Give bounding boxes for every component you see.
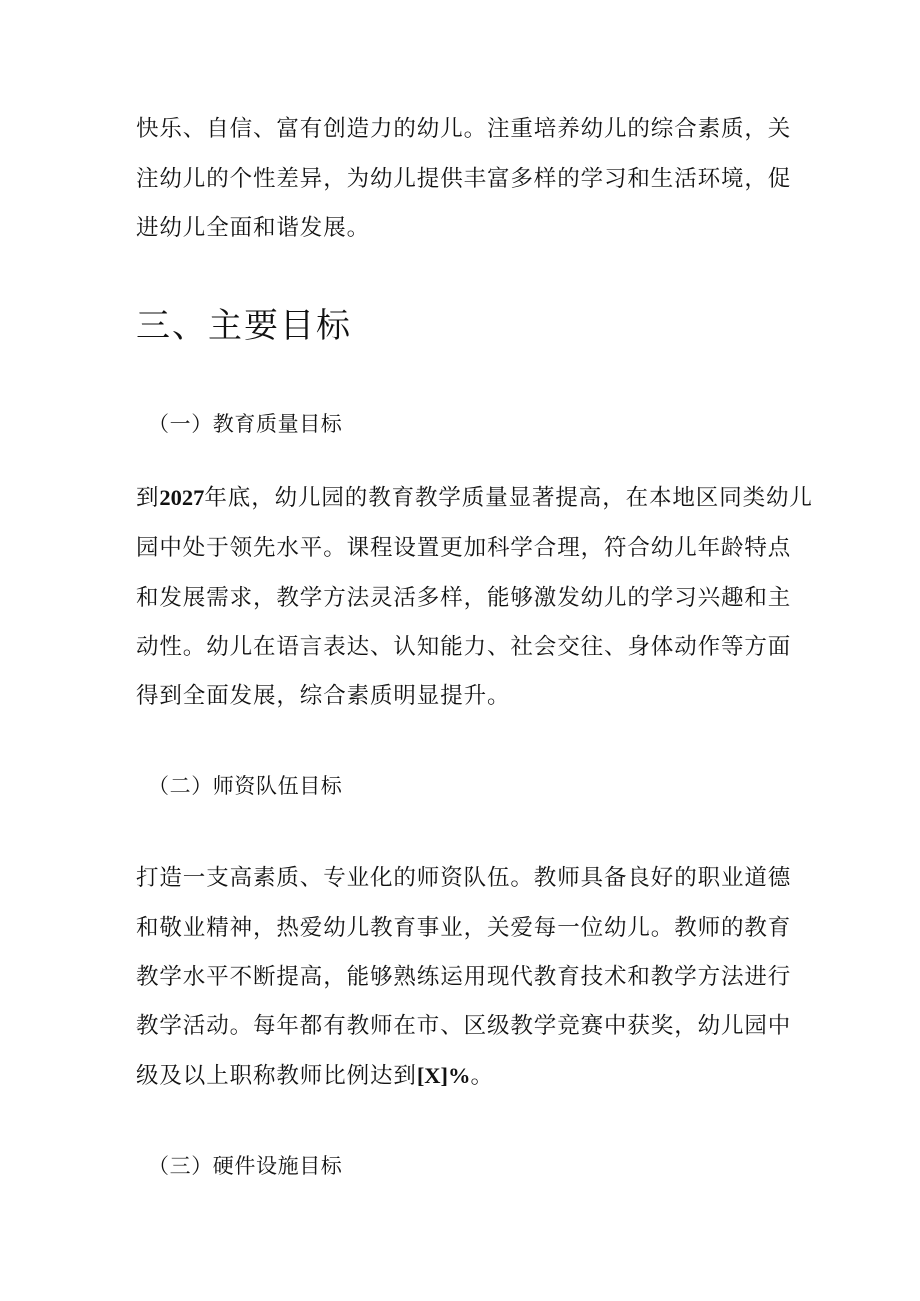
sub1-line-3: 和发展需求，教学方法灵活多样，能够激发幼儿的学习兴趣和主 <box>136 585 792 611</box>
sub1-line-1-b: 年底，幼儿园的教育教学质量显著提高，在本地区同类幼儿 <box>204 485 813 511</box>
sub1-line-1-a: 到 <box>136 485 160 511</box>
intro-line-1: 快乐、自信、富有创造力的幼儿。注重培养幼儿的综合素质，关 <box>136 116 792 142</box>
subsection-title-3: （三）硬件设施目标 <box>148 1154 343 1178</box>
sub1-line-4: 动性。幼儿在语言表达、认知能力、社会交往、身体动作等方面 <box>136 634 792 660</box>
sub2-line-1: 打造一支高素质、专业化的师资队伍。教师具备良好的职业道德 <box>136 865 792 891</box>
sub2-line-5-b: 。 <box>470 1063 494 1089</box>
subsection-title-2: （二）师资队伍目标 <box>148 774 343 798</box>
sub2-line-2: 和敬业精神，热爱幼儿教育事业，关爱每一位幼儿。教师的教育 <box>136 915 792 941</box>
sub1-line-1 <box>136 480 813 516</box>
sub2-placeholder: [X]% <box>416 1063 471 1088</box>
sub2-line-3: 教学水平不断提高，能够熟练运用现代教育技术和教学方法进行 <box>136 964 792 990</box>
sub1-year: 2027 <box>159 485 205 510</box>
sub2-line-5 <box>136 1058 494 1094</box>
sub1-line-2: 园中处于领先水平。课程设置更加科学合理，符合幼儿年龄特点 <box>136 535 792 561</box>
subsection-title-1: （一）教育质量目标 <box>148 412 343 436</box>
sub2-line-5-a: 级及以上职称教师比例达到 <box>136 1063 417 1089</box>
intro-line-2: 注幼儿的个性差异，为幼儿提供丰富多样的学习和生活环境，促 <box>136 166 792 192</box>
sub1-line-5: 得到全面发展，综合素质明显提升。 <box>136 683 511 709</box>
section-heading: 三、主要目标 <box>136 306 352 346</box>
sub2-line-4: 教学活动。每年都有教师在市、区级教学竞赛中获奖，幼儿园中 <box>136 1013 792 1039</box>
intro-line-3: 进幼儿全面和谐发展。 <box>136 215 371 241</box>
